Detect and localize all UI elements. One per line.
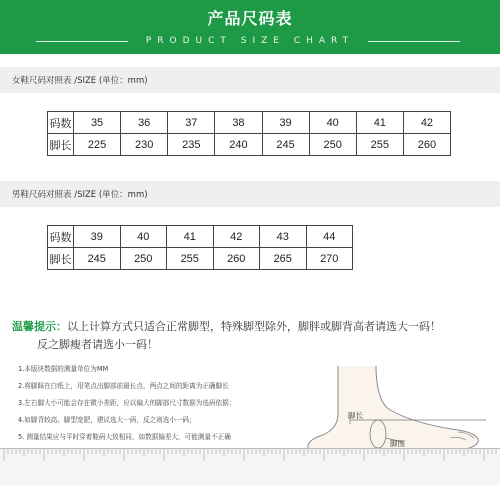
size-cell: 40 bbox=[309, 112, 356, 134]
foot-girth-label: 脚围 bbox=[390, 439, 405, 448]
length-cell: 245 bbox=[74, 248, 121, 270]
length-cell: 270 bbox=[306, 248, 353, 270]
table-row bbox=[48, 112, 451, 134]
size-cell: 39 bbox=[262, 112, 309, 134]
note-item: 3.左右脚大小可能会存在微小差距，应以偏大的脚部尺寸数据为选码依据； bbox=[18, 399, 236, 407]
size-cell: 40 bbox=[120, 226, 167, 248]
length-cell: 255 bbox=[167, 248, 214, 270]
size-cell: 38 bbox=[215, 112, 262, 134]
size-cell: 42 bbox=[403, 112, 450, 134]
size-cell: 36 bbox=[121, 112, 168, 134]
size-cell: 41 bbox=[356, 112, 403, 134]
note-item: 5. 测量结果应与平时穿着鞋码大致相同，如数据偏差大，可能测量不正确 bbox=[18, 433, 231, 441]
header-banner bbox=[0, 0, 500, 54]
size-cell: 35 bbox=[74, 112, 121, 134]
men-caption: 男鞋尺码对照表 /SIZE (单位：mm) bbox=[12, 190, 148, 200]
table-row bbox=[48, 134, 451, 156]
note-item: 2.将脚踩在白纸上，用笔点出脚部前最长点，两点之间的距离为正确脚长 bbox=[18, 382, 229, 390]
tips-text-2: 反之脚瘦者请选小一码！ bbox=[37, 338, 158, 351]
ruler-strip bbox=[0, 448, 500, 485]
size-cell: 39 bbox=[74, 226, 121, 248]
note-item: 1.本版块数据的测量单位为MM bbox=[18, 365, 109, 373]
note-item: 4.如脚背较高、脚型宽肥，建议选大一码，反之则选小一码； bbox=[18, 416, 196, 424]
foot-length-label: 脚长 bbox=[348, 411, 363, 420]
length-cell: 255 bbox=[356, 134, 403, 156]
women-caption: 女鞋尺码对照表 /SIZE (单位：mm) bbox=[12, 76, 148, 86]
women-section-bar bbox=[0, 67, 500, 93]
length-cell: 250 bbox=[120, 248, 167, 270]
table-row bbox=[48, 226, 353, 248]
length-cell: 230 bbox=[121, 134, 168, 156]
length-cell: 265 bbox=[260, 248, 307, 270]
length-cell: 260 bbox=[213, 248, 260, 270]
tips-line-1 bbox=[12, 318, 441, 336]
size-label-cell: 码数 bbox=[48, 112, 74, 134]
tips-block bbox=[12, 318, 441, 354]
length-cell: 260 bbox=[403, 134, 450, 156]
size-cell: 41 bbox=[167, 226, 214, 248]
tips-prefix: 温馨提示： bbox=[12, 320, 67, 333]
length-cell: 240 bbox=[215, 134, 262, 156]
size-cell: 44 bbox=[306, 226, 353, 248]
tips-text-1: 以上计算方式只适合正常脚型，特殊脚型除外，脚胖或脚背高者请选大一码！ bbox=[67, 320, 441, 333]
length-cell: 225 bbox=[74, 134, 121, 156]
length-cell: 235 bbox=[168, 134, 215, 156]
foot-diagram bbox=[290, 366, 495, 456]
table-row bbox=[48, 248, 353, 270]
size-cell: 42 bbox=[213, 226, 260, 248]
size-cell: 37 bbox=[168, 112, 215, 134]
length-label-cell: 脚长 bbox=[48, 248, 74, 270]
men-section-bar bbox=[0, 181, 500, 207]
women-size-table bbox=[47, 111, 451, 156]
men-size-table bbox=[47, 225, 353, 270]
measurement-notes bbox=[18, 361, 235, 446]
ruler-graphic bbox=[0, 448, 500, 485]
length-cell: 245 bbox=[262, 134, 309, 156]
page-subtitle: PRODUCT SIZE CHART bbox=[145, 36, 355, 46]
length-cell: 250 bbox=[309, 134, 356, 156]
size-cell: 43 bbox=[260, 226, 307, 248]
length-label-cell: 脚长 bbox=[48, 134, 74, 156]
page-title: 产品尺码表 bbox=[207, 9, 293, 28]
size-label-cell: 码数 bbox=[48, 226, 74, 248]
